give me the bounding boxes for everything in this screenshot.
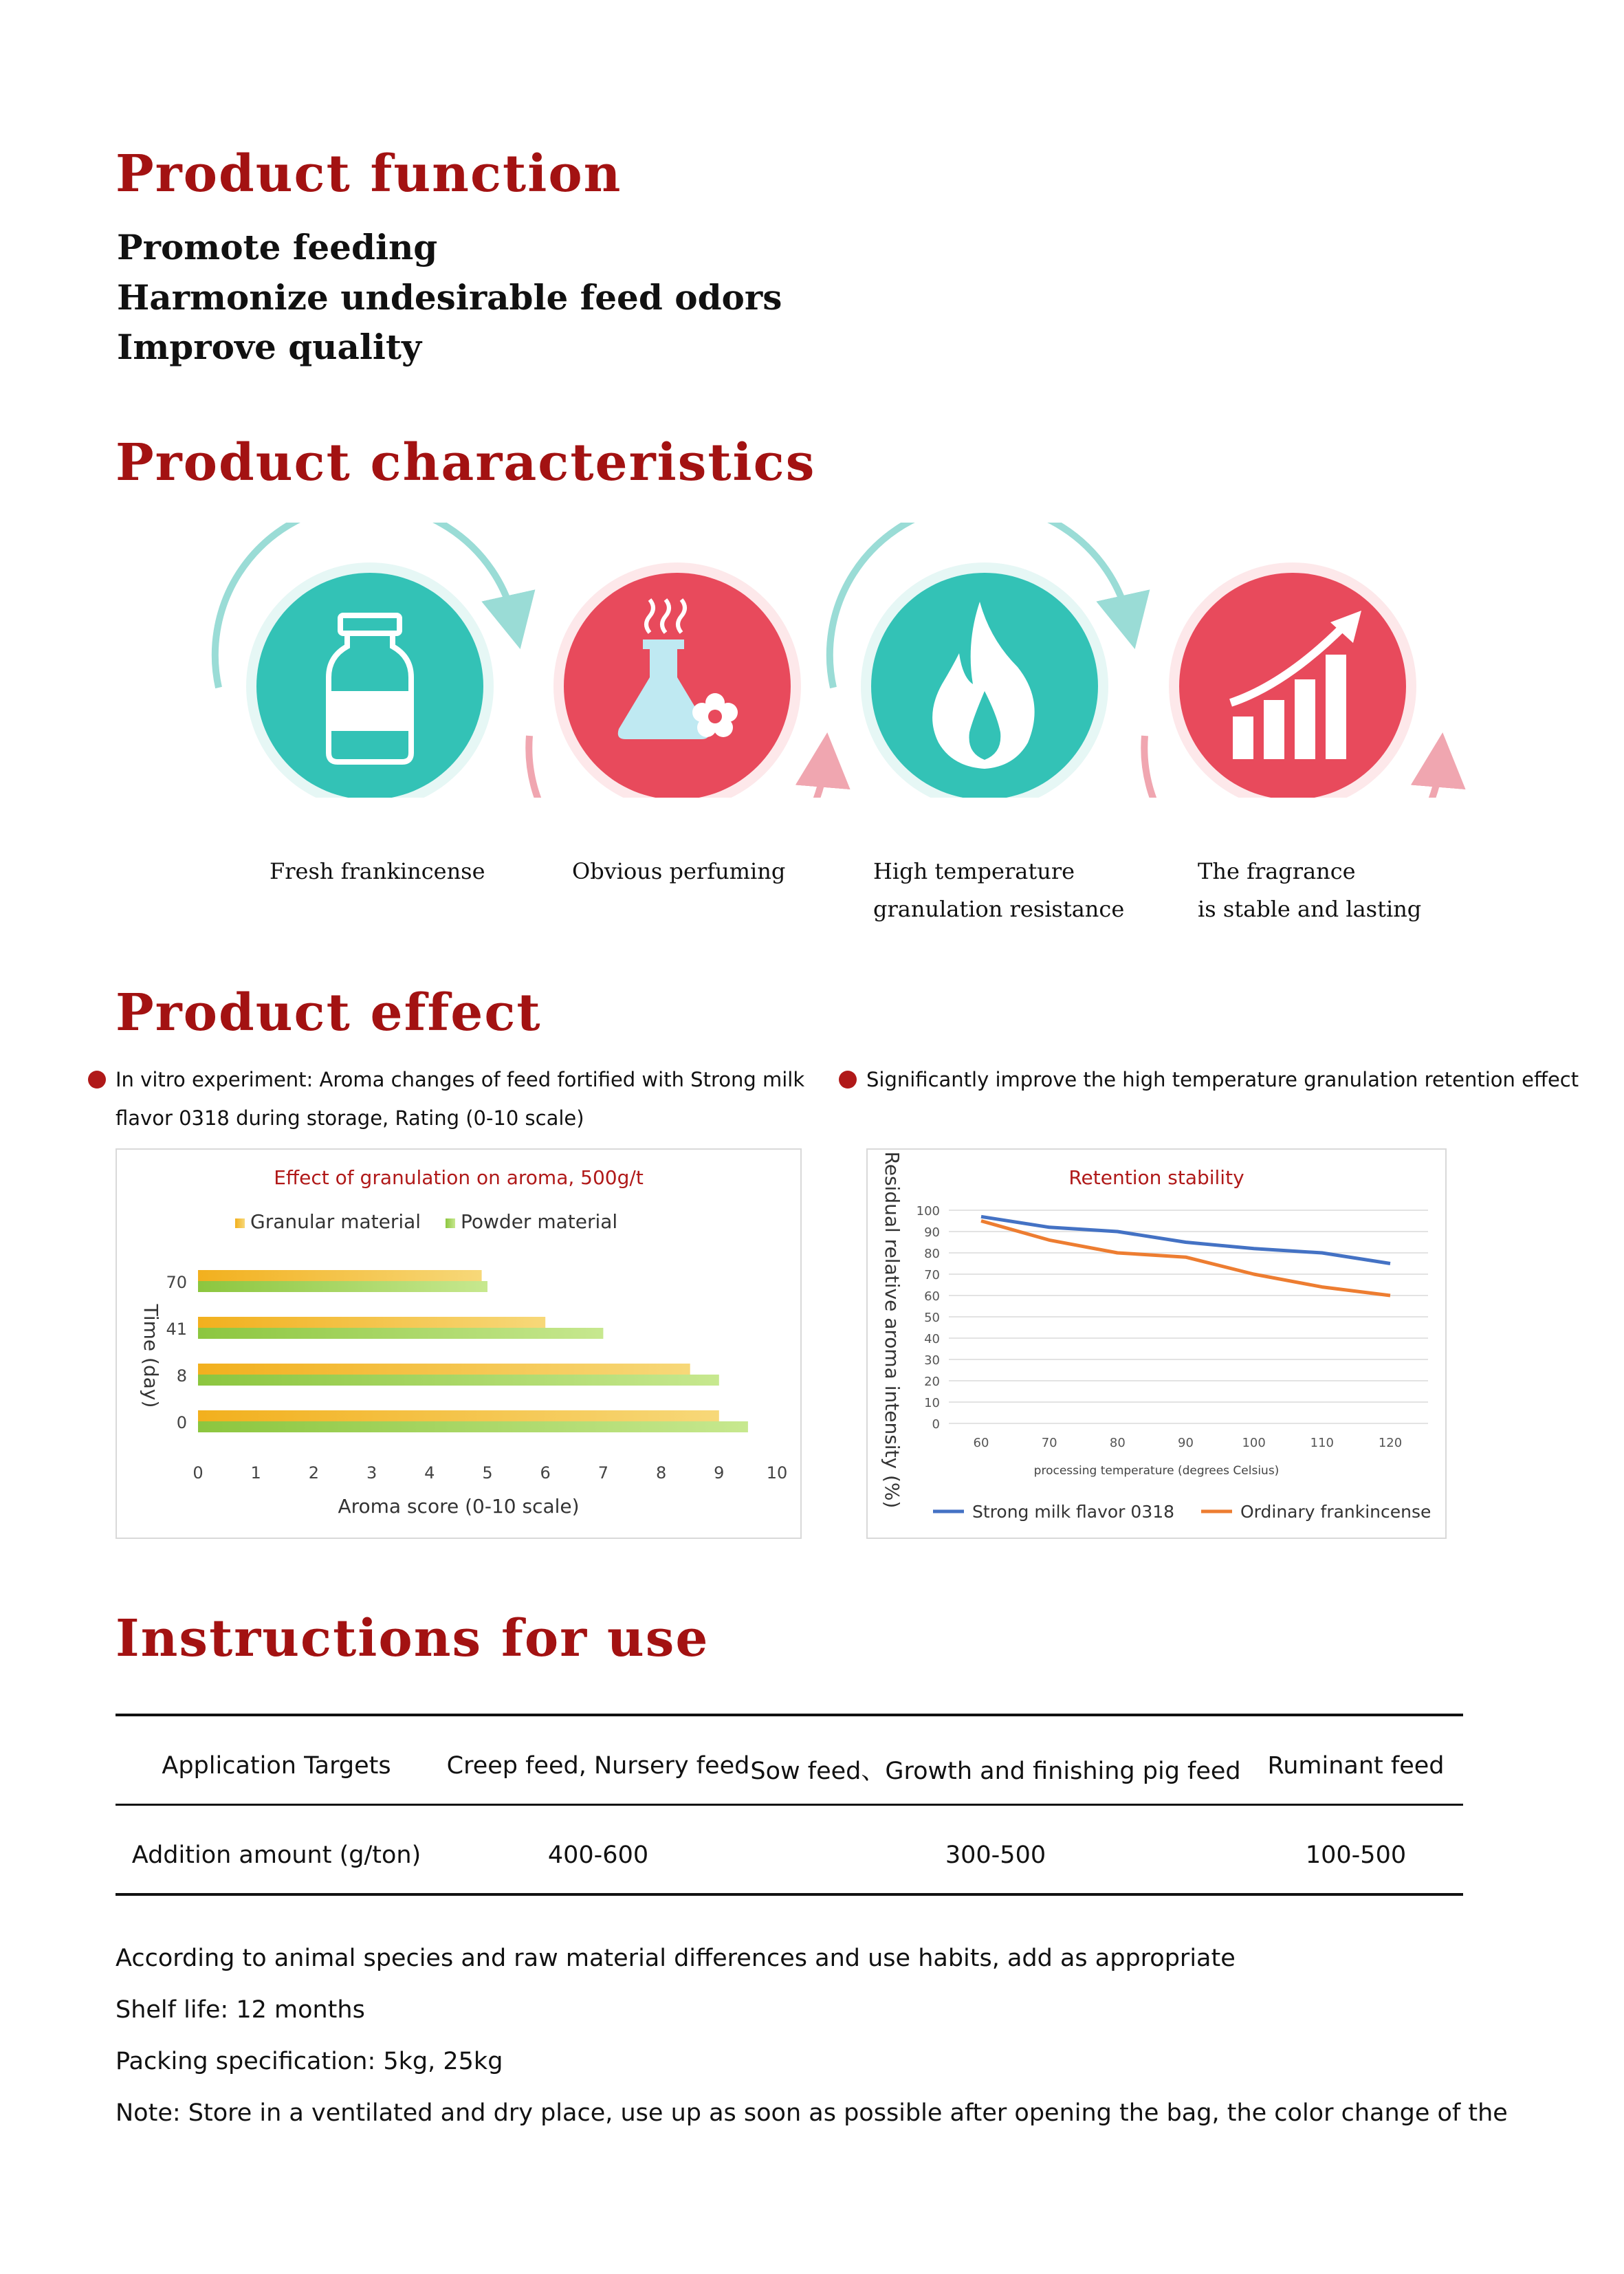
feature-label: High temperature granulation resistance [873,858,1125,922]
table-header-cell: Sow feed、Growth and finishing pig feed [750,1758,1241,1785]
x-axis-label: Aroma score (0-10 scale) [338,1495,580,1518]
table-header-cell: Application Targets [162,1752,391,1780]
x-tick-label: 3 [366,1463,377,1483]
aroma-bar-chart-svg [117,1150,800,1538]
usage-note: According to animal species and raw material differences and use habits, add as appropriate [116,1945,1236,1972]
retention-line-chart [866,1148,1447,1539]
y-axis-label: Time (day) [140,1304,162,1408]
bar-granular [198,1364,690,1375]
legend-strong-milk: Strong milk flavor 0318 [972,1502,1175,1522]
y-tick-label: 70 [924,1268,940,1282]
y-tick-label: 50 [924,1311,940,1325]
y-tick-label: 10 [924,1396,940,1410]
x-tick-label: 4 [424,1463,435,1483]
x-tick-label: 2 [308,1463,320,1483]
x-tick-label: 100 [1242,1436,1266,1450]
function-item: Harmonize undesirable feed odors [117,277,782,318]
x-tick-label: 70 [1041,1436,1057,1450]
x-tick-label: 7 [597,1463,609,1483]
y-tick-label: 0 [176,1413,187,1432]
section-title-function: Product function [116,144,622,204]
effect-bullet-2: Significantly improve the high temperature granulation retention effect [839,1060,1609,1099]
x-tick-label: 8 [655,1463,667,1483]
packing-spec: Packing specification: 5kg, 25kg [116,2048,503,2075]
aroma-bar-chart [116,1148,802,1539]
chart-title: Retention stability [1068,1166,1244,1189]
table-row-label: Addition amount (g/ton) [131,1841,421,1869]
y-axis-label: Residual relative aroma intensity (%) [881,1151,903,1509]
y-tick-label: 41 [166,1320,187,1339]
feature-label: Obvious perfuming [572,858,786,884]
y-tick-label: 80 [924,1247,940,1261]
table-bottom-rule [116,1893,1463,1896]
x-tick-label: 10 [766,1463,788,1483]
legend-swatch-powder [446,1218,455,1228]
bullet-dot [839,1071,857,1089]
bar-granular [198,1317,545,1328]
x-tick-label: 5 [482,1463,493,1483]
effect-bullet-1: In vitro experiment: Aroma changes of feed fortified with Strong milk flavor 0318 during storage, Rating (0-10 scale) [88,1060,810,1137]
x-tick-label: 9 [714,1463,725,1483]
section-title-effect: Product effect [116,983,542,1042]
table-cell: 300-500 [945,1841,1046,1869]
table-mid-rule [116,1804,1463,1806]
bar-powder [198,1421,748,1432]
shelf-life: Shelf life: 12 months [116,1996,365,2024]
x-tick-label: 0 [193,1463,204,1483]
y-tick-label: 60 [924,1289,940,1304]
retention-line-chart-svg [868,1150,1445,1538]
bar-powder [198,1281,487,1292]
legend-swatch-granular [235,1218,245,1228]
legend-granular: Granular material [250,1210,421,1233]
y-tick-label: 90 [924,1225,940,1240]
bar-powder [198,1375,719,1386]
storage-note: Note: Store in a ventilated and dry place, use up as soon as possible after opening the bag, the color change of the [116,2099,1508,2127]
characteristics-icons [0,523,1624,798]
x-tick-label: 1 [250,1463,261,1483]
section-title-characteristics: Product characteristics [116,433,816,492]
x-axis-label: processing temperature (degrees Celsius) [1033,1464,1280,1478]
section-title-instructions: Instructions for use [116,1609,710,1668]
table-header-cell: Creep feed, Nursery feed [446,1752,750,1780]
y-tick-label: 30 [924,1353,940,1368]
perfume-vase-icon [529,562,825,798]
x-tick-label: 60 [973,1436,989,1450]
bottle-icon [215,523,514,798]
bar-powder [198,1328,603,1339]
y-tick-label: 40 [924,1332,940,1346]
feature-label: Fresh frankincense [270,858,485,884]
y-tick-label: 20 [924,1375,940,1389]
table-cell: 400-600 [547,1841,649,1869]
legend-powder: Powder material [461,1210,618,1233]
y-tick-label: 70 [166,1273,187,1292]
bar-granular [198,1410,719,1421]
x-tick-label: 6 [540,1463,551,1483]
legend-ordinary: Ordinary frankincense [1240,1502,1431,1522]
y-tick-label: 100 [916,1204,940,1218]
table-cell: 100-500 [1305,1841,1407,1869]
flame-icon [830,523,1129,798]
table-top-rule [116,1714,1463,1716]
x-tick-label: 110 [1310,1436,1335,1450]
chart-title: Effect of granulation on aroma, 500g/t [274,1166,644,1189]
growth-chart-icon [1144,562,1440,798]
y-tick-label: 0 [932,1417,940,1432]
bar-granular [198,1270,482,1281]
function-item: Improve quality [117,327,422,367]
x-tick-label: 80 [1109,1436,1126,1450]
table-header-cell: Ruminant feed [1267,1752,1445,1780]
function-item: Promote feeding [117,227,438,267]
y-tick-label: 8 [176,1366,187,1386]
bullet-dot [88,1071,106,1089]
x-tick-label: 120 [1378,1436,1403,1450]
x-tick-label: 90 [1178,1436,1194,1450]
feature-label: The fragrance is stable and lasting [1198,858,1422,922]
